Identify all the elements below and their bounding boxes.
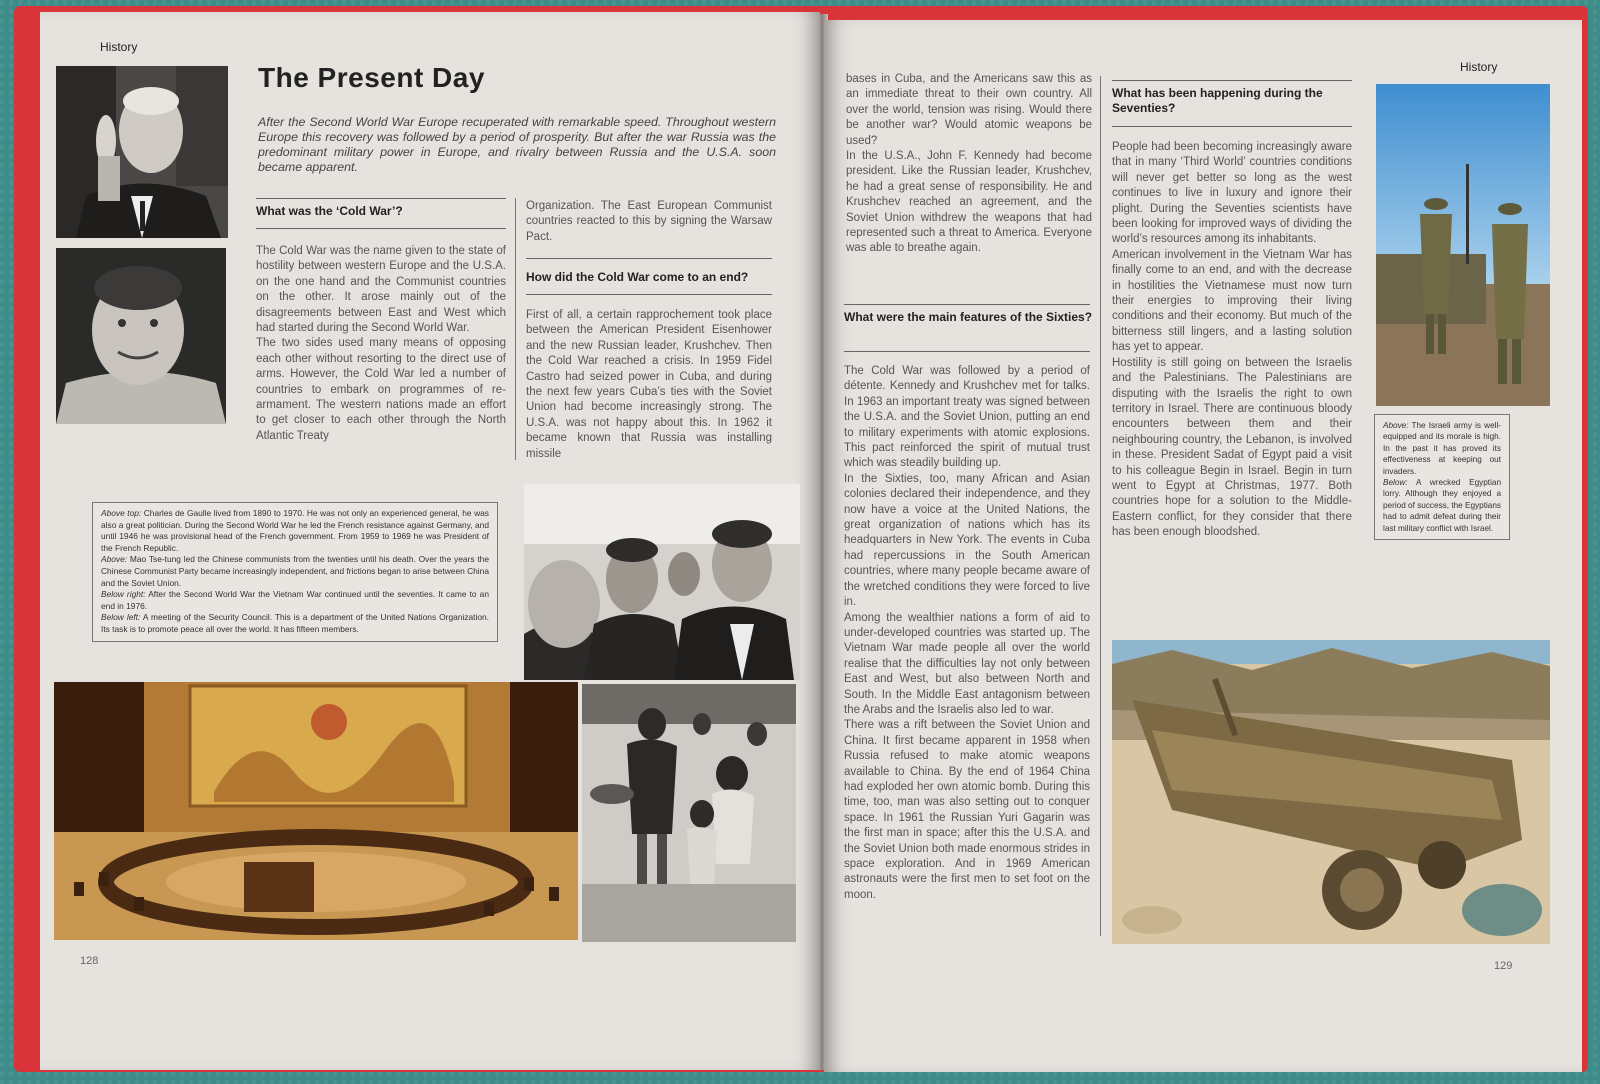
right-page: [824, 20, 1582, 1072]
caption-label: Above:: [101, 554, 128, 565]
rule: [844, 351, 1090, 352]
seventies-paragraph-2: American involvement in the Vietnam War has finally come to an end, and with the decrease in hostilities the Vietnamese must now turn their energies to improving their living conditions and their economy. But much of the bitterness still lingers, and a lasting solution has yet to appear.: [1112, 248, 1352, 354]
cold-war-text: [256, 244, 506, 444]
intro-paragraph: After the Second World War Europe recuperated with remarkable speed. Throughout western Europe this recovery was followed by a period of prosperity. But after the war Russia was the predominant military power in Europe, and rivalry between Russia and the U.S.A. soon became apparent.: [258, 115, 776, 174]
cold-war-paragraph-1: The Cold War was the name given to the state of hostility between western Europe and the U.S.A. on the one hand and the Communist countries on the other. It arose mainly out of the disagreements between East and West which had started during the Second World War.: [256, 245, 506, 335]
caption-text: The Israeli army is well-equipped and its morale is high. In the past it has proved its effectiveness at keeping out invaders.: [1383, 421, 1501, 476]
sixties-paragraph-1: The Cold War was followed by a period of détente. Kennedy and Krushchev met for talks. In 1963 an important treaty was signed between the U.S.A. and the Soviet Union, putting an end to military experiments with atomic explosions. This pact reinforced the spirit of mutual trust which was steadily building up.: [844, 365, 1090, 470]
running-head-right: History: [1460, 60, 1498, 74]
end-paragraph: First of all, a certain rapprochement took place between the American President Eisenhower and the new Russian leader, Krushchev. Then the Cold War reached a crisis. In 1959 Fidel Castro had seized power in Cuba, and during the next few years Cuba’s ties with the Soviet Union had become increasingly strong. The U.S.A. was not happy about this. In 1962 it became known that Russia was installing missile: [526, 309, 772, 460]
kennedy-paragraph: In the U.S.A., John F. Kennedy had become president. Like the Russian leader, Krushchev, he had a great sense of responsibility. He and Krushchev reached an agreement, and the Soviet Union withdrew the weapons that had represented such a threat to America. Everyone was able to breathe again.: [846, 150, 1092, 255]
rule: [526, 294, 772, 295]
caption-text: A wrecked Egyptian lorry. Although they enjoyed a period of success, the Egyptians had to admit defeat during their last military conflict with Israel.: [1383, 478, 1501, 533]
sixties-text: [844, 364, 1090, 903]
seventies-paragraph-1: People had been becoming increasingly aware that in many ‘Third World’ countries conditions will never get better so long as the west continues to live in luxury and ignore their plight. During the Seventies scientists have been looking for improved ways of dividing the world’s resources among its inhabitants.: [1112, 141, 1352, 246]
right-caption-box: [1374, 414, 1510, 540]
page-number-right: 129: [1494, 960, 1513, 972]
kennedy-krushchev-photo: [524, 484, 800, 680]
caption-label: Below:: [1383, 478, 1408, 488]
cold-war-paragraph-2: The two sides used many means of opposing each other without resorting to the direct use of arms. However, the Cold War led a number of countries to embark on programmes of re-armament. The western nations made an effort to get closer to each other through the North Atlantic Treaty: [256, 337, 506, 442]
rule: [256, 228, 506, 229]
vietnam-photo: [582, 684, 796, 942]
rule: [1112, 80, 1352, 81]
running-head-left: History: [100, 40, 138, 54]
caption-text: Charles de Gaulle lived from 1890 to 1970. He was not only an experienced general, he was also a great politician. During the Second World War he led the French resistance against Germany, and until 1946 he was provisional head of the French government. From 1959 to 1969 he was President of the French Republic.: [101, 508, 489, 553]
caption-label: Below right:: [101, 589, 146, 600]
caption-text: A meeting of the Security Council. This is a department of the United Nations Organization. Its task is to promote peace all over the world. It has fifteen members.: [101, 612, 489, 634]
sixties-heading: What were the main features of the Sixties?: [844, 310, 1093, 324]
rule: [844, 304, 1090, 305]
mao-photo: [56, 248, 226, 424]
caption-text: After the Second World War the Vietnam War continued until the seventies. It came to an end in 1976.: [101, 589, 489, 611]
sixties-paragraph-2: In the Sixties, too, many African and Asian colonies declared their independence, and they now have a voice at the United Nations, the great organization of nations which has its headquarters in New York. The events in Cuba had repercussions in the South American countries, where many people became aware of the wretched conditions they were forced to live in.: [844, 472, 1090, 609]
page-number-left: 128: [80, 955, 99, 967]
seventies-paragraph-3: Hostility is still going on between the Israelis and the Palestinians. The Palestinians are disputing with the Israelis the right to own territory in Israel. There are continuous bloody encounters between them and their neighbouring country, the Lebanon, is involved in these. President Sadat of Egypt paid a visit to his colleague Begin in Israel. Begin in turn went to Egypt at Christmas, 1977. Both countries hope for a solution to the Middle-Eastern conflict, for they consider that there has been enough bloodshed.: [1112, 356, 1352, 539]
cold-war-heading: What was the ‘Cold War’?: [256, 204, 403, 218]
end-heading: How did the Cold War come to an end?: [526, 270, 749, 284]
caption-label: Above top:: [101, 508, 142, 518]
wrecked-lorry-photo: [1112, 640, 1550, 944]
sixties-paragraph-3: Among the wealthier nations a form of aid to under-developed countries was started up. The Vietnam War made people all over the world realise that the difficulties lay not only between East and West, but also between North and South. In the Middle East antagonism between the Arabs and the Israelis also led to war.: [844, 611, 1090, 716]
column-divider: [515, 198, 516, 460]
column-divider: [1100, 76, 1101, 936]
page-title: The Present Day: [258, 62, 485, 93]
caption-label: Above:: [1383, 421, 1409, 430]
seventies-text: [1112, 140, 1352, 541]
left-page: [40, 12, 820, 1070]
cuba-paragraph: bases in Cuba, and the Americans saw this as an immediate threat to their own country. All over the world, tension was rising. Would there be another war? Would atomic weapons be used?: [846, 73, 1092, 147]
rule: [256, 198, 506, 199]
sixties-paragraph-4: There was a rift between the Soviet Union and China. It first became apparent in 1958 when Russia refused to make atomic weapons available to China. By the end of 1964 China had exploded her own atomic bomb. During this time, too, man was also setting out to conquer space. In 1961 the Russian Yuri Gagarin was the first man in space; after this the U.S.A. and the Soviet Union both made enormous strides in space exploration. And in 1969 American astronauts were the first men to set foot on the moon.: [844, 719, 1090, 901]
caption-text: Mao Tse-tung led the Chinese communists from the twenties until his death. Over the years the Chinese Communist Party became increasingly independent, and frictions began to arise between China and the Soviet Union.: [101, 554, 489, 588]
de-gaulle-photo: [56, 66, 228, 238]
left-caption-box: [92, 502, 498, 642]
rule: [1112, 126, 1352, 127]
rule: [526, 258, 772, 259]
cuba-continued: [846, 72, 1092, 257]
caption-label: Below left:: [101, 612, 141, 623]
israeli-army-photo: [1376, 84, 1550, 406]
security-council-photo: [54, 682, 578, 940]
cold-war-continued: Organization. The East European Communist countries reacted to this by signing the Warsaw Pact.: [526, 200, 772, 243]
seventies-heading: What has been happening during the Seventies?: [1112, 86, 1323, 115]
